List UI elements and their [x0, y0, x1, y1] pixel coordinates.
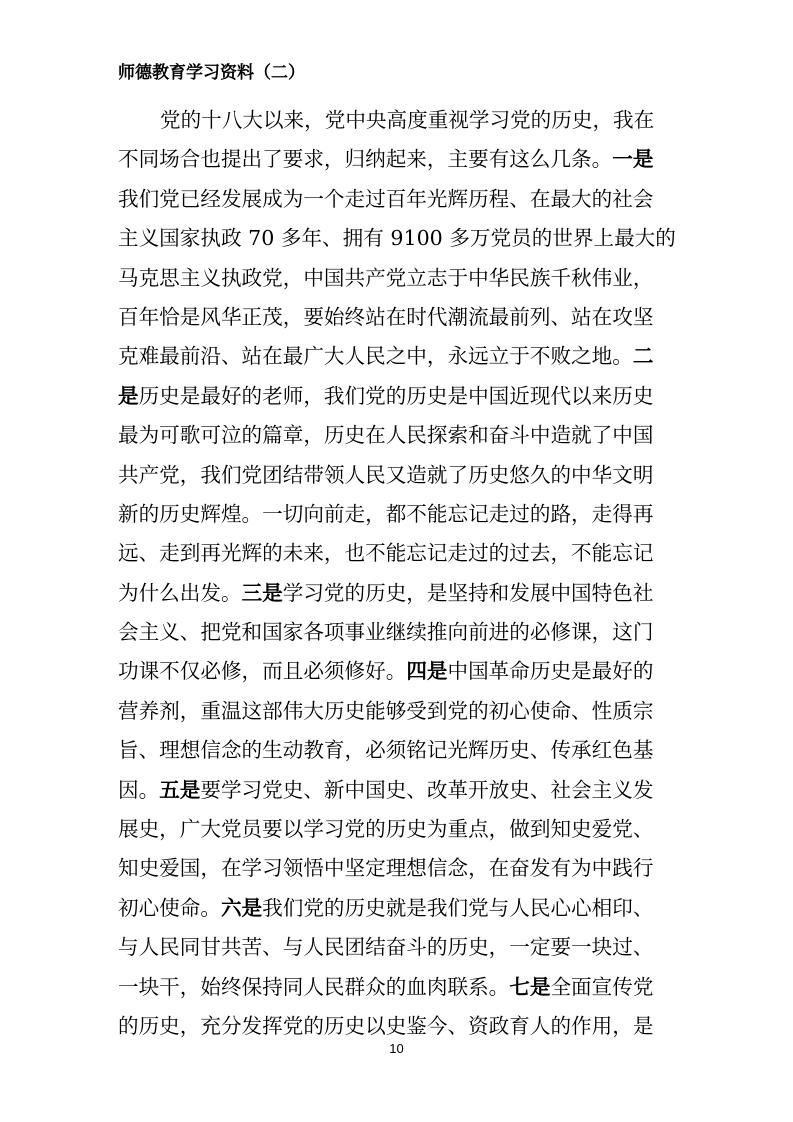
text-segment: 旨、理想信念的生动教育，必须铭记光辉历史、传承红色基	[118, 738, 654, 763]
text-line	[118, 968, 680, 1007]
text-line	[118, 613, 680, 652]
text-segment: 马克思主义执政党，中国共产党立志于中华民族千秋伟业，	[118, 265, 654, 290]
text-line	[118, 534, 680, 573]
text-line	[118, 495, 680, 534]
text-segment: 的历史，充分发挥党的历史以史鉴今、资政育人的作用，是	[118, 1013, 654, 1038]
text-line	[118, 298, 680, 337]
text-line	[118, 456, 680, 495]
text-line	[118, 652, 680, 691]
text-segment: 一块干，始终保持同人民群众的血肉联系。	[118, 974, 510, 999]
text-line	[118, 889, 680, 928]
text-line	[118, 180, 680, 219]
text-line	[118, 259, 680, 298]
text-segment: 学习党的历史，是坚持和发展中国特色社	[282, 580, 654, 605]
text-segment: 历史是最好的老师，我们党的历史是中国近现代以来历史	[138, 383, 654, 408]
text-line	[118, 140, 680, 179]
text-line	[118, 337, 680, 376]
keyword-marker: 五是	[159, 777, 201, 802]
text-line	[118, 101, 680, 140]
keyword-marker: 六是	[220, 895, 263, 920]
page-number: 10	[389, 1041, 404, 1056]
text-line	[118, 692, 680, 731]
text-line	[118, 731, 680, 770]
text-line	[118, 810, 680, 849]
text-segment: 要学习党史、新中国史、改革开放史、社会主义发	[200, 777, 654, 802]
text-segment: 会主义、把党和国家各项事业继续推向前进的必修课，这门	[118, 620, 654, 645]
text-line	[118, 219, 680, 258]
keyword-marker: 七是	[509, 974, 551, 999]
text-segment: 全面宣传党	[550, 974, 654, 999]
body-text	[118, 101, 680, 1046]
document-header-title: 师德教育学习资料（二）	[118, 63, 305, 83]
text-segment: 不同场合也提出了要求，归纳起来，主要有这么几条。	[118, 147, 613, 172]
text-segment: 功课不仅必修，而且必须修好。	[118, 659, 407, 684]
keyword-marker: 二	[632, 344, 654, 369]
text-segment: 远、走到再光辉的未来，也不能忘记走过的过去，不能忘记	[118, 541, 654, 566]
text-segment: 百年恰是风华正茂，要始终站在时代潮流最前列、站在攻坚	[118, 304, 654, 329]
text-segment: 主义国家执政 70 多年、拥有 9100 多万党员的世界上最大的	[118, 226, 676, 251]
text-segment: 为什么出发。	[118, 580, 242, 605]
text-segment: 新的历史辉煌。一切向前走，都不能忘记走过的路，走得再	[118, 501, 654, 526]
text-segment: 我们党的历史就是我们党与人民心心相印、	[262, 895, 654, 920]
text-segment: 克难最前沿、站在最广大人民之中，永远立于不败之地。	[118, 344, 633, 369]
text-segment: 展史，广大党员要以学习党的历史为重点，做到知史爱党、	[118, 817, 654, 842]
text-segment: 共产党，我们党团结带领人民又造就了历史悠久的中华文明	[118, 462, 654, 487]
text-segment: 我们党已经发展成为一个走过百年光辉历程、在最大的社会	[118, 186, 654, 211]
text-segment: 因。	[118, 777, 160, 802]
text-segment: 最为可歌可泣的篇章，历史在人民探索和奋斗中造就了中国	[118, 423, 654, 448]
text-segment: 知史爱国，在学习领悟中坚定理想信念，在奋发有为中践行	[118, 856, 654, 881]
text-segment: 中国革命历史是最好的	[447, 659, 654, 684]
text-line	[118, 377, 680, 416]
text-segment: 营养剂，重温这部伟大历史能够受到党的初心使命、性质宗	[118, 698, 654, 723]
text-segment: 初心使命。	[118, 895, 221, 920]
text-segment: 党的十八大以来，党中央高度重视学习党的历史，我在	[160, 108, 655, 132]
text-line	[118, 849, 680, 888]
text-line	[118, 574, 680, 613]
keyword-marker: 一是	[612, 147, 654, 172]
keyword-marker: 四是	[406, 659, 448, 684]
text-line	[118, 928, 680, 967]
keyword-marker: 是	[118, 383, 139, 408]
text-line	[118, 771, 680, 810]
text-segment: 与人民同甘共苦、与人民团结奋斗的历史，一定要一块过、	[118, 935, 654, 960]
text-line	[118, 416, 680, 455]
keyword-marker: 三是	[241, 580, 283, 605]
